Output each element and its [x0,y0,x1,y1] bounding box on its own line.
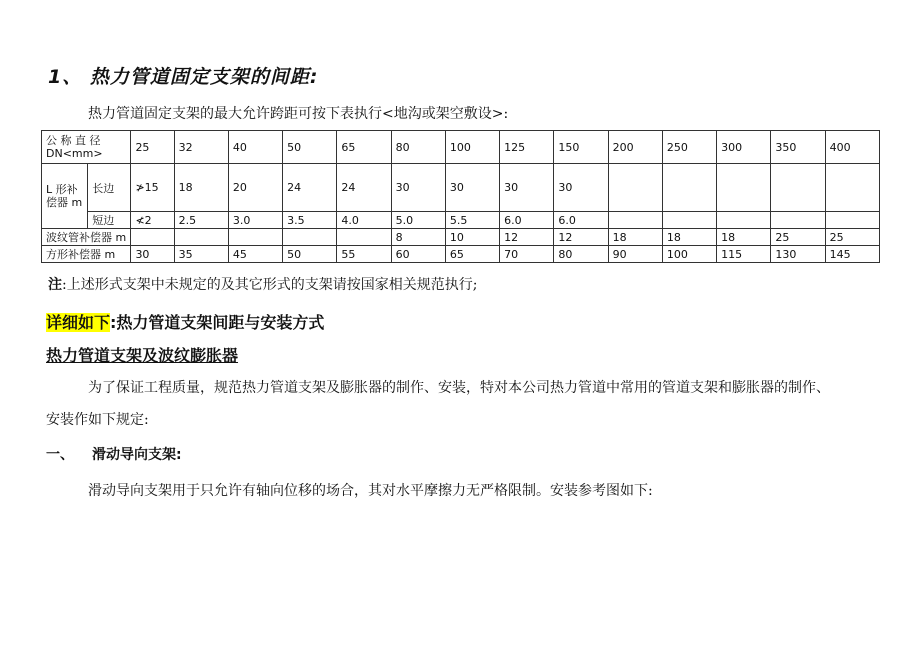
bellows-cell: 12 [500,229,554,246]
short-side-cell: 3.5 [283,212,337,229]
square-cell: 130 [771,246,825,263]
short-side-cell [825,212,879,229]
bellows-cell [337,229,391,246]
para1-line1: 为了保证工程质量，规范热力管道支架及膨胀器的制作、安装，特对本公司热力管道中常用的管道支架和膨胀器的制作、 [88,380,830,396]
short-side-cell: 6.0 [554,212,608,229]
short-side-cell: 5.0 [391,212,445,229]
long-side-cell [825,164,879,212]
bellows-cell: 18 [608,229,662,246]
note-label: 注 [48,277,62,293]
bellows-cell: 18 [662,229,716,246]
square-cell: 45 [228,246,282,263]
dn-header-line1: 公 称 直 径 [46,134,101,147]
bellows-cell [228,229,282,246]
short-side-cell: ≮2 [131,212,174,229]
dn-cell: 32 [174,131,228,164]
long-side-cell [771,164,825,212]
long-side-cell [608,164,662,212]
l-label-line2: 偿器 m [46,196,83,209]
square-cell: 55 [337,246,391,263]
bellows-cell: 25 [771,229,825,246]
dn-cell: 250 [662,131,716,164]
short-side-cell [771,212,825,229]
table-row-square [42,246,880,263]
intro-text: 热力管道固定支架的最大允许跨距可按下表执行<地沟或架空敷设>: [88,106,509,122]
dn-cell: 80 [391,131,445,164]
long-side-cell: 20 [228,164,282,212]
long-side-cell: 30 [500,164,554,212]
short-side-cell [717,212,771,229]
square-label: 方形补偿器 m [42,246,131,263]
l-compensator-label-cell [42,164,88,229]
bellows-cell: 8 [391,229,445,246]
detail-rest: :热力管道支架间距与安装方式 [110,313,325,332]
short-side-cell: 6.0 [500,212,554,229]
dn-cell: 350 [771,131,825,164]
dn-cell: 400 [825,131,879,164]
dn-cell: 150 [554,131,608,164]
short-side-cell: 2.5 [174,212,228,229]
bellows-cell: 18 [717,229,771,246]
bellows-label: 波纹管补偿器 m [42,229,131,246]
dn-cell: 40 [228,131,282,164]
section1-text: 滑动导向支架用于只允许有轴向位移的场合，其对水平摩擦力无严格限制。安装参考图如下: [88,483,653,499]
square-cell: 70 [500,246,554,263]
bellows-cell: 25 [825,229,879,246]
short-side-cell: 3.0 [228,212,282,229]
para1-line2: 安装作如下规定: [46,412,149,428]
dn-cell: 25 [131,131,174,164]
long-side-cell [662,164,716,212]
long-side-cell: 30 [445,164,499,212]
detail-highlight: 详细如下 [46,313,111,332]
square-cell: 80 [554,246,608,263]
note [48,275,477,295]
square-cell: 60 [391,246,445,263]
long-side-cell: ≯15 [131,164,174,212]
long-side-cell [717,164,771,212]
dn-header-line2: DN<mm> [46,147,103,160]
note-text: :上述形式支架中未规定的及其它形式的支架请按国家相关规范执行; [62,277,478,293]
square-cell: 100 [662,246,716,263]
short-side-cell: 4.0 [337,212,391,229]
square-cell: 90 [608,246,662,263]
dn-cell: 125 [500,131,554,164]
section1-title: 滑动导向支架: [92,447,182,463]
table-row-bellows [42,229,880,246]
dn-cell: 65 [337,131,391,164]
dn-cell: 200 [608,131,662,164]
table-row-short-side [42,212,880,229]
square-cell: 65 [445,246,499,263]
bellows-cell [174,229,228,246]
dn-header-cell [42,131,131,164]
bellows-cell [283,229,337,246]
support-spacing-table [41,130,880,263]
dn-cell: 50 [283,131,337,164]
dn-cell: 300 [717,131,771,164]
square-cell: 115 [717,246,771,263]
bellows-cell [131,229,174,246]
short-side-cell [608,212,662,229]
detail-heading [46,310,324,333]
dn-cell: 100 [445,131,499,164]
section-heading-fixed-support-spacing: 1、 热力管道固定支架的间距: [48,66,319,88]
bellows-cell: 12 [554,229,608,246]
long-side-cell: 24 [283,164,337,212]
long-side-cell: 18 [174,164,228,212]
section1-num: 一、 [46,447,74,463]
short-side-label: 短边 [88,212,131,229]
section1-heading [46,445,182,465]
l-label-line1: L 形补 [46,183,78,196]
short-side-cell: 5.5 [445,212,499,229]
square-cell: 35 [174,246,228,263]
long-side-cell: 24 [337,164,391,212]
square-cell: 145 [825,246,879,263]
long-side-label: 长边 [88,164,131,212]
table-row-long-side [42,164,880,212]
short-side-cell [662,212,716,229]
bellows-cell: 10 [445,229,499,246]
long-side-cell: 30 [391,164,445,212]
table-row-dn [42,131,880,164]
square-cell: 30 [131,246,174,263]
long-side-cell: 30 [554,164,608,212]
heading-supports-and-bellows: 热力管道支架及波纹膨胀器 [46,346,239,365]
square-cell: 50 [283,246,337,263]
